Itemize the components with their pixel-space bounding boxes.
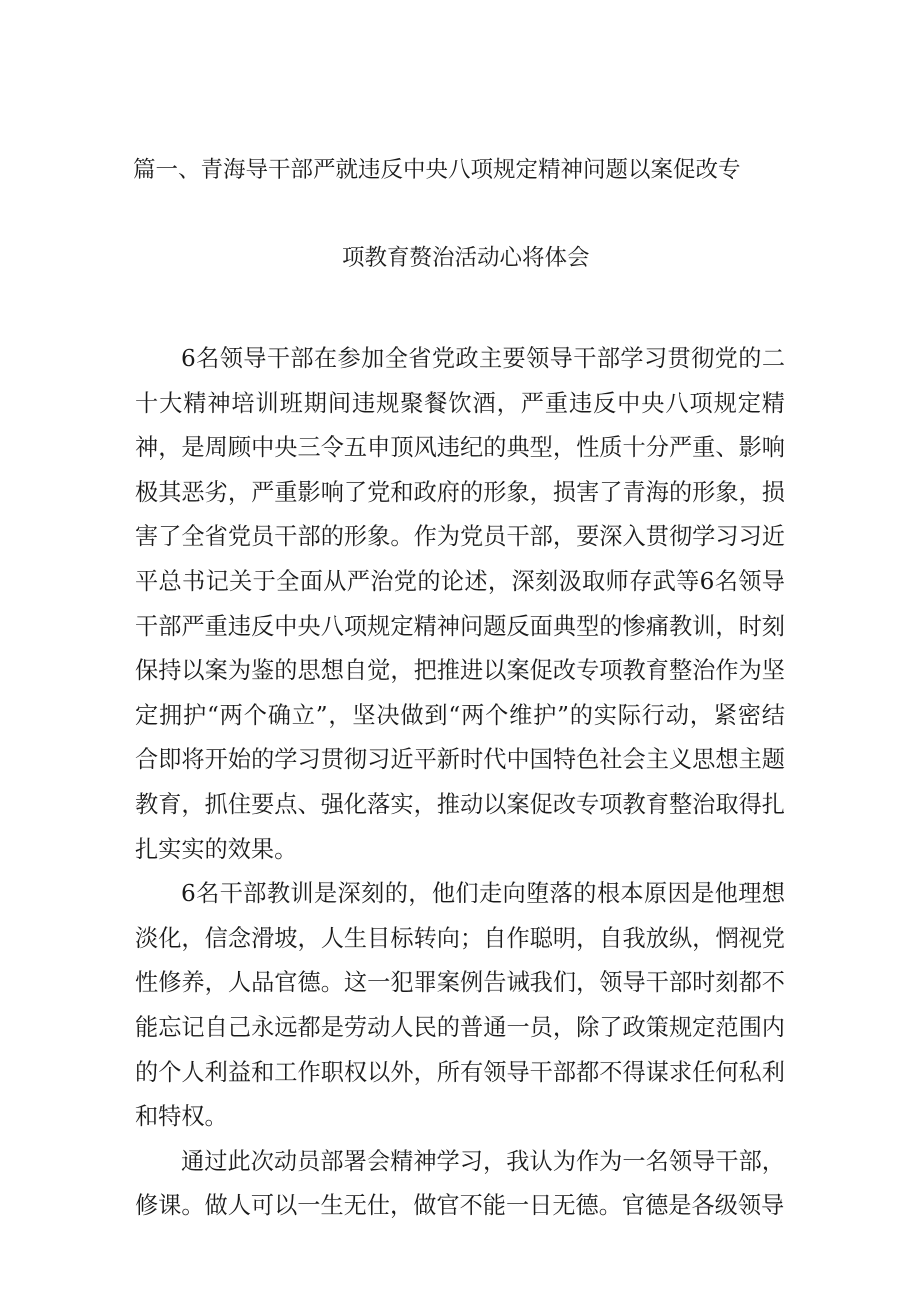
paragraph-1: 6名领导干部在参加全省党政主要领导干部学习贯彻党的二十大精神培训班期间违规聚餐饮酒，严重违反中央八项规定精神，是周顾中央三令五申顶风违纪的典型，性质十分严重、影响极其恶劣，严重影响了党和政府的形象，损害了青海的形象，损害了全省党员干部的形象。作为党员干部，要深入贯彻学习习近平总书记关于全面从严治党的论述，深刻汲取师存武等6名领导干部严重违反中央八项规定精神问题反面典型的惨痛教训，时刻保持以案为鉴的思想自觉，把推进以案促改专项教育整治作为坚定拥护“两个确立”，坚决做到“两个维护”的实际行动，紧密结合即将开始的学习贯彻习近平新时代中国特色社会主义思想主题教育，抓住要点、强化落实，推动以案促改专项教育整治取得扎扎实实的效果。 — [135, 345, 785, 863]
document-body — [135, 337, 785, 1229]
document-title-line-2: 项教育赘治活动心将体会 — [342, 245, 590, 271]
paragraph-3: 通过此次动员部署会精神学习，我认为作为一名领导干部，修课。做人可以一生无仕，做官不能一日无德。官德是各级领导 — [135, 1147, 785, 1220]
paragraph-2: 6名干部教训是深刻的，他们走向堕落的根本原因是他理想淡化，信念滑坡，人生目标转向；自作聪明，自我放纵，惘视党性修养，人品官德。这一犯罪案例告诫我们，领导干部时刻都不能忘记自己永远都是劳动人民的普通一员，除了政策规定范围内的个人利益和工作职权以外，所有领导干部都不得谋求任何私利和特权。 — [135, 880, 785, 1131]
document-title-line-1: 篇一、青海导干部严就违反中央八项规定精神问题以案促改专 — [133, 157, 741, 183]
